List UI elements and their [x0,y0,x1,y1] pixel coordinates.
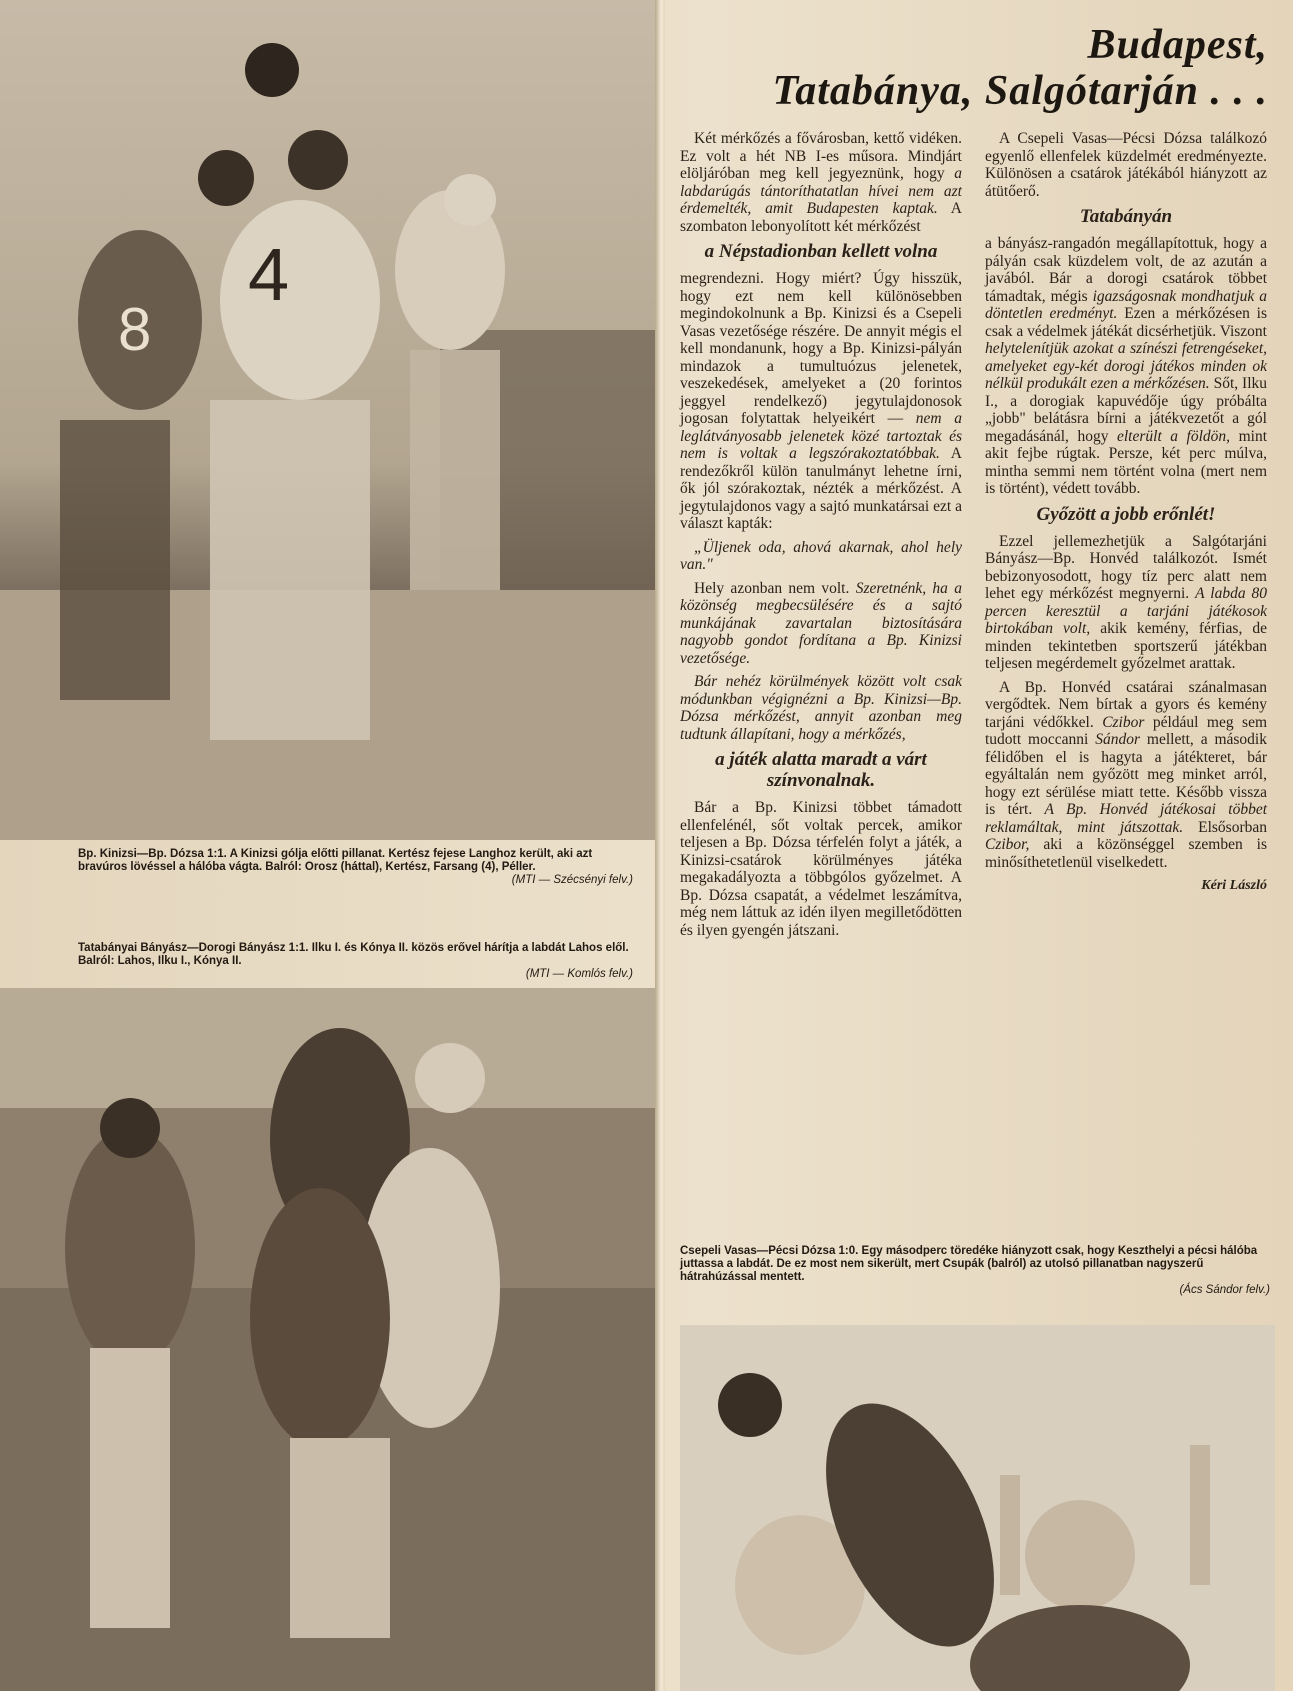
col2-p3-text: Ezzel jellemezhetjük a Salgótarjáni Bányász—Bp. Honvéd találkozót. Ismét bebizonyosodott, hogy tíz perc alatt nem lehet egy mérkőzést megnyerni. [985,532,1267,602]
caption-top-left-credit: (MTI — Szécsényi felv.) [511,874,633,886]
col2-p4-italic-2: Sándor [1095,731,1140,748]
col2-para-1: A Csepeli Vasas—Pécsi Dózsa találkozó egyenlő ellenfelek küzdelmét eredményezte. Különösen a csatárok játékából hiányzott az átütőerő. [985,130,1267,200]
article-title [680,22,1268,114]
caption-bottom-left [78,942,633,981]
title-line-1: Budapest, [1087,22,1268,68]
col2-para-4 [985,679,1267,872]
col2-p4-e: aki a közönséggel szemben is minősíthetetlenül viselkedett. [985,836,1267,871]
col2-p4-text: A Bp. Honvéd csatárai szánalmasan vergődtek. Nem bírtak a gyors és kemény tarjáni védőkkel. [985,678,1267,731]
col1-para-5: Bár a Bp. Kinizsi többet támadott ellenfelénél, sőt voltak percek, amikor teljesen a Bp. Dózsa térfelén folyt a játék, a Kinizsi-csatárok körülményes játéka megakadályozta a többgólos győzelmet. A Bp. Dózsa csapatát, a védelmet leszámítva, még nem láttuk az idén ilyen megilletődötten és ilyen gyengén játszani. [680,799,962,939]
col1-subheading-1: a Népstadionban kellett volna [704,241,938,262]
caption-top-left-text: Bp. Kinizsi—Bp. Dózsa 1:1. A Kinizsi gólja előtti pillanat. Kertész fejese Langhoz került, aki azt bravúros lövéssel a hálóba vágta. Balról: Orosz (háttal), Kertész, Farsang (4), Péller. [78,848,593,873]
col2-p2-end: Ezen a mérkőzésen is csak a védelmek játékát dicsérhetjük. Viszont [985,305,1268,340]
caption-bottom-left-text: Tatabányai Bányász—Dorogi Bányász 1:1. Ilku I. és Kónya II. közös erővel hárítja a labdát Lahos elől. Balról: Lahos, Ilku I., Kónya II. [78,942,629,967]
caption-bottom-right-credit: (Ács Sándor felv.) [1179,1284,1270,1296]
caption-bottom-left-credit: (MTI — Komlós felv.) [525,968,633,980]
article-column-2 [985,130,1267,895]
col1-para-1 [680,130,962,235]
title-line-2: Tatabánya, Salgótarján . . . [772,68,1268,114]
col1-p2-italic: nem a leglátványosabb jelenetek közé tartoztak és nem is voltak a legszórakoztatóbbak. [680,410,963,462]
col2-p3-italic: A labda 80 percen keresztül a tarjáni játékosok birtokában volt, [985,585,1268,637]
col2-p2-text: a bányász-rangadón megállapítottuk, hogy a pályán csak küzdelem volt, de az azután a javából. Bár a dorogi csatárok többet támadtak, mégis [985,235,1267,305]
col2-p4-italic-3: A Bp. Honvéd játékosai többet reklamáltak, mint játszottak. [985,801,1268,836]
col1-quote: „Üljenek oda, ahová akarnak, ahol hely van." [680,538,962,573]
col1-p2-text: megrendezni. Hogy miért? Úgy hisszük, hogy ezt nem kell különösebben megindokolnunk a Bp. Kinizsi és a Csepeli Vasas vezetősége részére. De annyit mégis el kell mondanunk, hogy a Bp. Kinizsi-pályán mindazok a tumultuózus jelenetek, veszekedések, amelyeket a (20 forintos jeggyel rendelkező) jegytulajdonosok jogosan folytattak helyeikért — [680,270,962,427]
col2-subheading-2: Győzött a jobb erőnlét! [1036,503,1216,525]
col1-p1-italic: a labdarúgás tántoríthatatlan hívei nem azt érdemelték, amit Budapesten kaptak. [680,165,962,217]
col1-p2-end: A rendezőkről külön tanulmányt lehetne írni, ők jól szórakoztak, nézték a mérkőzést. A jegytulajdonos vagy a sajtó munkatársai ezt a választ kapták: [680,445,962,532]
caption-bottom-right-text: Csepeli Vasas—Pécsi Dózsa 1:0. Egy másodperc töredéke hiányzott csak, hogy Keszthelyi a pécsi hálóba juttassa a labdát. De ez most nem sikerült, mert Csupák (balról) az utolsó pillanatban nagyszerű hátrahúzással mentett. [680,1245,1258,1283]
col2-para-2 [985,235,1267,498]
col2-p2-italic: igazságosnak mondhatjuk a döntetlen eredményt. [985,287,1267,322]
col1-p1-end: A szombaton lebonyolított két mérkőzést [680,200,962,235]
col1-para-3 [680,580,962,668]
photo-top-left [0,0,655,840]
col1-p3-italic: Szeretnénk, ha a közönség megbecsülésére és a sajtó munkájának zavartalan biztosítására nagyobb gondot fordítana a Bp. Kinizsi vezetősége. [680,579,962,667]
col2-p2-italic-3: elterült a földön, [1116,427,1231,445]
caption-bottom-right [680,1245,1270,1297]
col1-p3-text: Hely azonban nem volt. [694,579,850,597]
caption-top-left [78,848,633,887]
col1-para-4: Bár nehéz körülmények között volt csak módunkban végignézni a Bp. Kinizsi—Bp. Dózsa mérkőzést, annyit azonban meg tudtunk állapítani, hogy a mérkőzés, [680,673,962,743]
photo-bottom-left [0,988,655,1691]
col2-p4-c: mellett, a második félidőben el is hagyta a játékteret, bár egyáltalán nem győzött meg minket arról, hogy ezt sérülése miatt tette. Később vissza is tért. [985,731,1267,818]
col1-p1-text: Két mérkőzés a fővárosban, kettő vidéken. Ez volt a hét NB I-es műsora. Mindjárt elöljáróban meg kell jegyeznünk, hogy [680,130,962,182]
article-column-1 [680,130,962,945]
article-author: Kéri László [1201,878,1267,893]
page-gutter [655,0,665,1691]
col2-p2-end-2: Sőt, Ilku I., a dorogiak kapuvédője úgy próbálta „jobb" belátásra bírni a játékvezetőt a gól megadásánál, hogy [985,375,1268,445]
col2-p4-b: például meg sem tudott moccanni [985,713,1268,748]
photo-bottom-right [680,1325,1275,1691]
col2-p2-end-3: mint akit fejbe rúgtak. Persze, két perc múlva, mintha semmi nem történt volna (mert nem is történt), védett tovább. [985,427,1267,497]
col1-para-2 [680,270,962,533]
col2-p4-italic-4: Czibor, [985,836,1030,853]
col2-subheading-1: Tatabányán [1079,206,1173,227]
col1-subheading-2: a játék alatta maradt a várt színvonalnak. [715,749,927,791]
svg-text:4: 4 [248,233,290,316]
col2-p3-end: akik kemény, férfias, de minden tekintetben sportszerű játékban teljesen megérdemelt győzelmet arattak. [985,620,1267,672]
col2-p2-italic-2: helytelenítjük azokat a színészi fetrengéseket, amelyeket egy-két dorogi játékos minden ok nélkül produkált ezen a mérkőzésen. [985,340,1267,392]
col2-para-3 [985,533,1267,673]
svg-text:8: 8 [118,296,152,363]
col2-p4-italic: Czibor [1102,713,1145,731]
col2-p4-d: Elsősorban [1198,818,1268,836]
